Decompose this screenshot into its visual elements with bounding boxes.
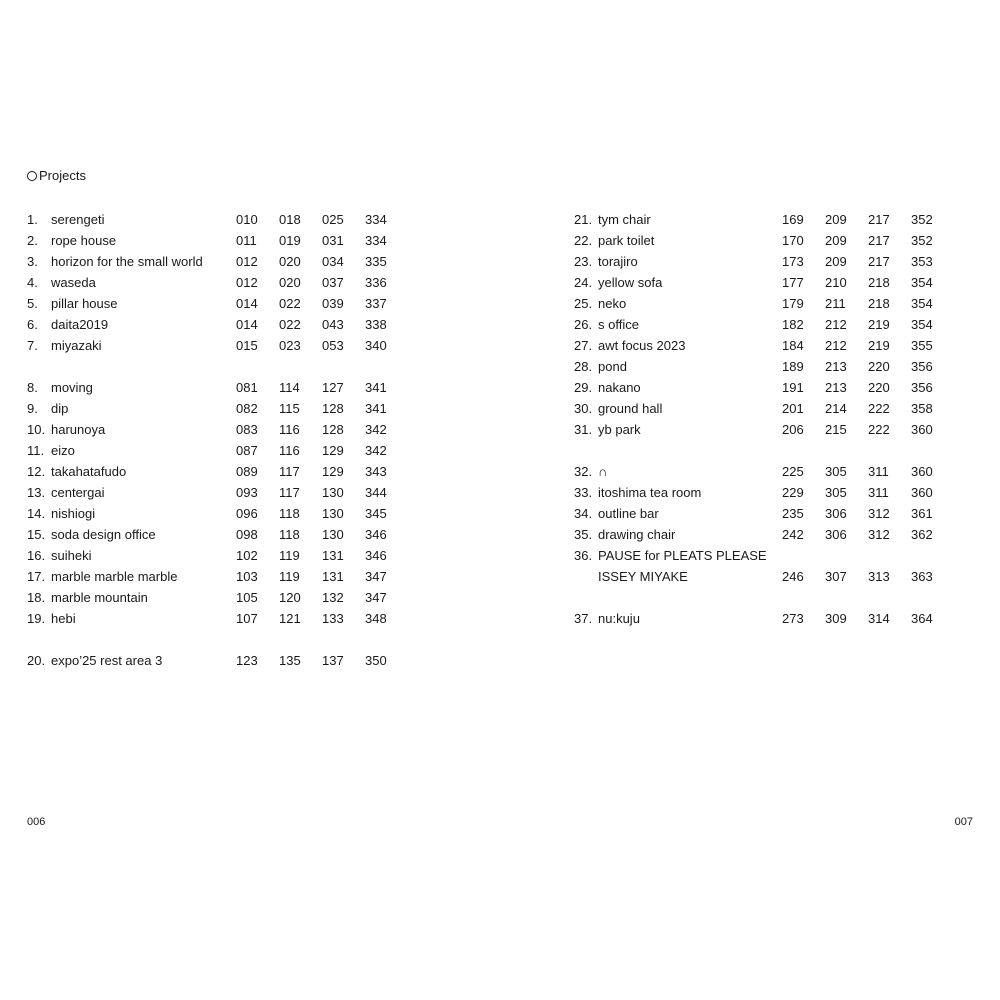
- project-row: [574, 398, 954, 419]
- page-ref: 118: [279, 506, 300, 521]
- page-ref: 179: [782, 296, 804, 311]
- page-number-left: 006: [27, 816, 46, 828]
- page-ref: 123: [236, 653, 258, 668]
- project-name: torajiro: [598, 254, 638, 269]
- project-row: [574, 482, 954, 503]
- page-ref: 089: [236, 464, 258, 479]
- page-ref: 015: [236, 338, 258, 353]
- page-ref: 209: [825, 254, 847, 269]
- project-name: ground hall: [598, 401, 663, 416]
- page-ref: 177: [782, 275, 804, 290]
- page-ref: 082: [236, 401, 258, 416]
- project-row: [27, 272, 407, 293]
- project-row: [27, 293, 407, 314]
- page-ref: 103: [236, 569, 258, 584]
- page-ref: 362: [911, 527, 933, 542]
- page-ref: 345: [365, 506, 387, 521]
- page-ref: 341: [365, 380, 387, 395]
- page-ref: 120: [279, 590, 301, 605]
- project-name: awt focus 2023: [598, 338, 686, 353]
- project-number: 3.: [27, 254, 38, 269]
- project-row: [574, 524, 954, 545]
- page-ref: 360: [911, 422, 933, 437]
- page-ref: 313: [868, 569, 890, 584]
- project-number: 35.: [574, 527, 593, 542]
- project-number: 36.: [574, 548, 593, 563]
- project-name: marble mountain: [51, 590, 148, 605]
- project-row: [27, 314, 407, 335]
- project-row: [574, 440, 954, 461]
- page-ref: 225: [782, 464, 804, 479]
- project-name: neko: [598, 296, 627, 311]
- page-ref: 012: [236, 254, 258, 269]
- page-ref: 218: [868, 275, 890, 290]
- page-ref: 212: [825, 338, 847, 353]
- project-row: [27, 230, 407, 251]
- project-name: itoshima tea room: [598, 485, 702, 500]
- project-number: 6.: [27, 317, 38, 332]
- page-ref: 336: [365, 275, 387, 290]
- page-ref: 356: [911, 380, 933, 395]
- page-ref: 012: [236, 275, 258, 290]
- project-row: [574, 587, 954, 608]
- page-ref: 127: [322, 380, 344, 395]
- project-row: [574, 566, 954, 587]
- project-number: 31.: [574, 422, 593, 437]
- project-row: [27, 503, 407, 524]
- page-ref: 039: [322, 296, 344, 311]
- project-name: ISSEY MIYAKE: [598, 569, 688, 584]
- project-name: takahatafudo: [51, 464, 127, 479]
- page-ref: 214: [825, 401, 847, 416]
- project-row: [27, 356, 407, 377]
- project-name: daita2019: [51, 317, 109, 332]
- project-number: 30.: [574, 401, 593, 416]
- project-name: hebi: [51, 611, 76, 626]
- page-ref: 334: [365, 212, 387, 227]
- page-ref: 117: [279, 464, 300, 479]
- page-ref: 220: [868, 359, 890, 374]
- page-ref: 118: [279, 527, 300, 542]
- page-ref: 053: [322, 338, 344, 353]
- page-ref: 129: [322, 443, 344, 458]
- project-name: nakano: [598, 380, 641, 395]
- page-ref: 217: [868, 233, 890, 248]
- project-name: PAUSE for PLEATS PLEASE: [598, 548, 767, 563]
- project-number: 15.: [27, 527, 46, 542]
- page-ref: 132: [322, 590, 344, 605]
- page-ref: 246: [782, 569, 804, 584]
- project-row: [574, 503, 954, 524]
- page-ref: 307: [825, 569, 847, 584]
- project-number: 16.: [27, 548, 46, 563]
- page-ref: 341: [365, 401, 387, 416]
- page-ref: 343: [365, 464, 387, 479]
- page-ref: 184: [782, 338, 804, 353]
- project-name: nishiogi: [51, 506, 96, 521]
- page-ref: 218: [868, 296, 890, 311]
- project-name: waseda: [51, 275, 96, 290]
- page-ref: 352: [911, 233, 933, 248]
- page-ref: 119: [279, 548, 300, 563]
- project-name: moving: [51, 380, 93, 395]
- project-number: 37.: [574, 611, 593, 626]
- page-ref: 117: [279, 485, 300, 500]
- page-ref: 083: [236, 422, 258, 437]
- page-ref: 213: [825, 380, 847, 395]
- project-row: [574, 335, 954, 356]
- project-row: [27, 482, 407, 503]
- project-name: tym chair: [598, 212, 651, 227]
- page-ref: 018: [279, 212, 301, 227]
- page-ref: 222: [868, 401, 890, 416]
- page-number-right: 007: [954, 816, 973, 828]
- page-ref: 116: [279, 443, 300, 458]
- project-number: 4.: [27, 275, 38, 290]
- page-ref: 031: [322, 233, 344, 248]
- project-number: 28.: [574, 359, 593, 374]
- project-number: 26.: [574, 317, 593, 332]
- page-ref: 229: [782, 485, 804, 500]
- page-ref: 354: [911, 296, 933, 311]
- page-ref: 096: [236, 506, 258, 521]
- section-heading: [27, 168, 86, 183]
- page-ref: 173: [782, 254, 804, 269]
- page-ref: 169: [782, 212, 804, 227]
- project-name: pillar house: [51, 296, 118, 311]
- project-number: 7.: [27, 338, 38, 353]
- page-ref: 034: [322, 254, 344, 269]
- project-name: rope house: [51, 233, 117, 248]
- page-ref: 116: [279, 422, 300, 437]
- page-ref: 347: [365, 590, 387, 605]
- project-row: [27, 377, 407, 398]
- page-ref: 220: [868, 380, 890, 395]
- page-ref: 306: [825, 506, 847, 521]
- project-name: horizon for the small world: [51, 254, 203, 269]
- project-row: [574, 209, 954, 230]
- project-row: [27, 461, 407, 482]
- project-name: dip: [51, 401, 69, 416]
- page-ref: 314: [868, 611, 890, 626]
- project-name: pond: [598, 359, 627, 374]
- page-ref: 222: [868, 422, 890, 437]
- project-name: yb park: [598, 422, 641, 437]
- page-ref: 354: [911, 275, 933, 290]
- page-ref: 114: [279, 380, 300, 395]
- project-row: [574, 230, 954, 251]
- project-row: [27, 440, 407, 461]
- page-ref: 312: [868, 506, 890, 521]
- page-ref: 355: [911, 338, 933, 353]
- circle-icon: [27, 171, 37, 181]
- page-ref: 311: [868, 485, 889, 500]
- project-number: 20.: [27, 653, 46, 668]
- project-number: 1.: [27, 212, 38, 227]
- page-ref: 022: [279, 296, 301, 311]
- project-number: 2.: [27, 233, 38, 248]
- project-number: 13.: [27, 485, 46, 500]
- page-ref: 219: [868, 338, 890, 353]
- page-ref: 354: [911, 317, 933, 332]
- project-row: [574, 356, 954, 377]
- page-ref: 346: [365, 527, 387, 542]
- page-ref: 020: [279, 254, 301, 269]
- project-name: soda design office: [51, 527, 156, 542]
- page-ref: 130: [322, 485, 344, 500]
- page-ref: 335: [365, 254, 387, 269]
- page-ref: 022: [279, 317, 301, 332]
- project-number: 17.: [27, 569, 46, 584]
- project-row: [27, 650, 407, 671]
- page-ref: 337: [365, 296, 387, 311]
- page-ref: 348: [365, 611, 387, 626]
- left-project-list: [27, 209, 407, 671]
- project-number: 8.: [27, 380, 38, 395]
- page-ref: 217: [868, 212, 890, 227]
- project-row: [27, 629, 407, 650]
- page-ref: 019: [279, 233, 301, 248]
- project-row: [574, 251, 954, 272]
- page-ref: 346: [365, 548, 387, 563]
- page-ref: 212: [825, 317, 847, 332]
- page-ref: 098: [236, 527, 258, 542]
- page-ref: 209: [825, 233, 847, 248]
- page-ref: 093: [236, 485, 258, 500]
- page-ref: 364: [911, 611, 933, 626]
- page-ref: 170: [782, 233, 804, 248]
- page-ref: 129: [322, 464, 344, 479]
- page-ref: 340: [365, 338, 387, 353]
- page-ref: 130: [322, 527, 344, 542]
- project-row: [574, 293, 954, 314]
- right-project-list: [574, 209, 954, 629]
- project-number: 18.: [27, 590, 46, 605]
- project-number: 23.: [574, 254, 593, 269]
- project-row: [574, 545, 954, 566]
- page-ref: 347: [365, 569, 387, 584]
- project-row: [574, 419, 954, 440]
- page-ref: 130: [322, 506, 344, 521]
- project-name: harunoya: [51, 422, 106, 437]
- page-ref: 189: [782, 359, 804, 374]
- project-number: 12.: [27, 464, 46, 479]
- page-ref: 235: [782, 506, 804, 521]
- project-number: 24.: [574, 275, 593, 290]
- page-ref: 342: [365, 422, 387, 437]
- page-ref: 215: [825, 422, 847, 437]
- page-ref: 128: [322, 401, 344, 416]
- project-number: 10.: [27, 422, 46, 437]
- page-ref: 363: [911, 569, 933, 584]
- page-ref: 210: [825, 275, 847, 290]
- page-ref: 131: [322, 569, 344, 584]
- page-ref: 135: [279, 653, 301, 668]
- page-ref: 334: [365, 233, 387, 248]
- project-row: [27, 587, 407, 608]
- project-name: s office: [598, 317, 639, 332]
- page-ref: 102: [236, 548, 258, 563]
- page-ref: 306: [825, 527, 847, 542]
- project-name: ∩: [598, 464, 608, 479]
- page-ref: 311: [868, 464, 889, 479]
- project-number: 34.: [574, 506, 593, 521]
- page-ref: 133: [322, 611, 344, 626]
- page-ref: 119: [279, 569, 300, 584]
- page-ref: 350: [365, 653, 387, 668]
- project-number: 32.: [574, 464, 593, 479]
- project-name: eizo: [51, 443, 75, 458]
- page-ref: 361: [911, 506, 933, 521]
- page-ref: 219: [868, 317, 890, 332]
- project-row: [27, 251, 407, 272]
- page-ref: 137: [322, 653, 344, 668]
- page-ref: 344: [365, 485, 387, 500]
- project-number: 14.: [27, 506, 46, 521]
- page-ref: 010: [236, 212, 258, 227]
- project-row: [27, 398, 407, 419]
- page-ref: 353: [911, 254, 933, 269]
- project-number: 11.: [27, 443, 45, 458]
- project-row: [574, 272, 954, 293]
- page-ref: 020: [279, 275, 301, 290]
- page-ref: 273: [782, 611, 804, 626]
- project-number: 5.: [27, 296, 38, 311]
- project-number: 9.: [27, 401, 38, 416]
- page-ref: 191: [782, 380, 804, 395]
- page-ref: 128: [322, 422, 344, 437]
- project-row: [574, 461, 954, 482]
- project-name: expo’25 rest area 3: [51, 653, 163, 668]
- project-number: 21.: [574, 212, 593, 227]
- page-ref: 107: [236, 611, 258, 626]
- page-ref: 356: [911, 359, 933, 374]
- page-ref: 312: [868, 527, 890, 542]
- page-ref: 206: [782, 422, 804, 437]
- page-ref: 360: [911, 464, 933, 479]
- project-name: drawing chair: [598, 527, 676, 542]
- project-number: 19.: [27, 611, 46, 626]
- page-ref: 025: [322, 212, 344, 227]
- project-row: [27, 545, 407, 566]
- project-number: 27.: [574, 338, 593, 353]
- heading-text: Projects: [39, 168, 86, 183]
- page-ref: 043: [322, 317, 344, 332]
- page-ref: 360: [911, 485, 933, 500]
- page-ref: 081: [236, 380, 258, 395]
- project-row: [574, 377, 954, 398]
- project-row: [27, 566, 407, 587]
- page-ref: 182: [782, 317, 804, 332]
- project-row: [27, 209, 407, 230]
- page-ref: 342: [365, 443, 387, 458]
- page-ref: 201: [782, 401, 804, 416]
- project-name: serengeti: [51, 212, 105, 227]
- project-row: [27, 335, 407, 356]
- project-row: [27, 524, 407, 545]
- page-ref: 209: [825, 212, 847, 227]
- project-name: marble marble marble: [51, 569, 178, 584]
- page-ref: 131: [322, 548, 344, 563]
- page-ref: 358: [911, 401, 933, 416]
- page-ref: 014: [236, 296, 258, 311]
- project-number: 33.: [574, 485, 593, 500]
- page-ref: 338: [365, 317, 387, 332]
- page-ref: 213: [825, 359, 847, 374]
- page-ref: 087: [236, 443, 258, 458]
- page-ref: 121: [279, 611, 301, 626]
- page-ref: 305: [825, 485, 847, 500]
- page-ref: 352: [911, 212, 933, 227]
- project-number: 25.: [574, 296, 593, 311]
- page-ref: 014: [236, 317, 258, 332]
- project-name: suiheki: [51, 548, 92, 563]
- project-name: nu:kuju: [598, 611, 640, 626]
- project-name: park toilet: [598, 233, 655, 248]
- page-ref: 115: [279, 401, 300, 416]
- project-name: yellow sofa: [598, 275, 663, 290]
- project-number: 29.: [574, 380, 593, 395]
- project-name: miyazaki: [51, 338, 102, 353]
- page-ref: 305: [825, 464, 847, 479]
- page-ref: 023: [279, 338, 301, 353]
- project-number: 22.: [574, 233, 593, 248]
- project-row: [27, 608, 407, 629]
- page-ref: 011: [236, 233, 257, 248]
- project-row: [574, 314, 954, 335]
- page-ref: 211: [825, 296, 846, 311]
- page-ref: 242: [782, 527, 804, 542]
- page-ref: 037: [322, 275, 344, 290]
- project-name: outline bar: [598, 506, 659, 521]
- project-name: centergai: [51, 485, 105, 500]
- page-ref: 105: [236, 590, 258, 605]
- project-row: [27, 419, 407, 440]
- page-ref: 309: [825, 611, 847, 626]
- project-row: [574, 608, 954, 629]
- page-ref: 217: [868, 254, 890, 269]
